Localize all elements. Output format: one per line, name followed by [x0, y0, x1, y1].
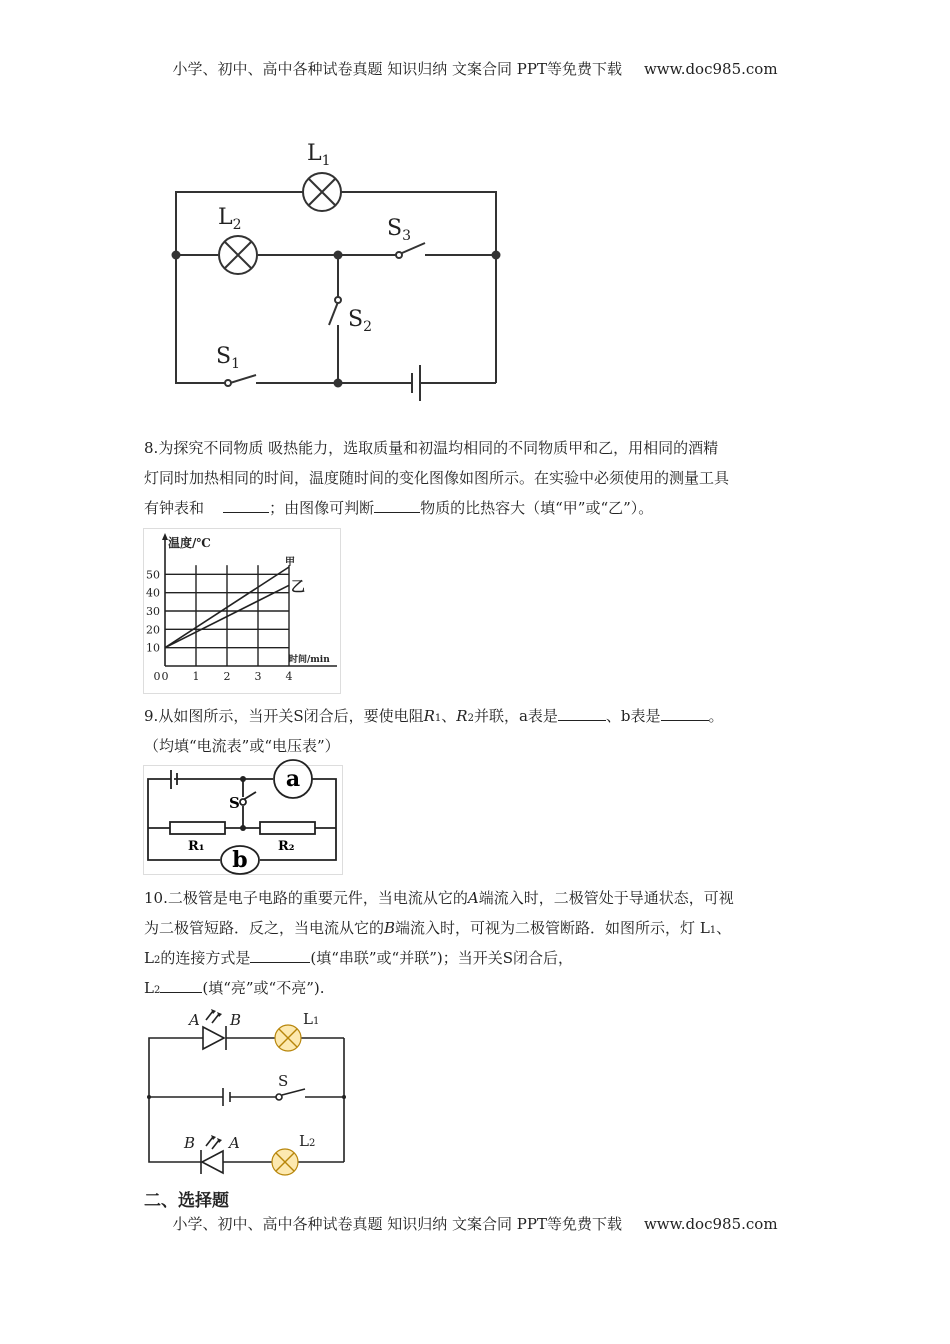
q10-line1a: 二极管是电子电路的重要元件，当电流从它的	[167, 889, 468, 907]
footer-url[interactable]: www.doc985.com	[643, 1215, 778, 1233]
label-l2-sub: 2	[232, 217, 242, 233]
y-tick-label: 50	[146, 568, 160, 582]
page-footer	[0, 1213, 950, 1234]
q9-number: 9.	[144, 707, 159, 725]
y-tick-label: 10	[146, 641, 160, 655]
diode-top-a-label: A	[189, 1011, 200, 1029]
q10-l1-sub: 1	[709, 925, 717, 936]
series-label-2: 乙	[291, 579, 305, 596]
label-l1: L	[307, 141, 322, 166]
label-l2: L	[218, 205, 233, 230]
label-s1-sub: 1	[231, 356, 240, 372]
diode-top-b-label: B	[230, 1011, 242, 1029]
r2-label: R₂	[278, 839, 295, 854]
svg-text:L1	[307, 141, 331, 169]
q9-r2-sub: 2	[467, 713, 474, 724]
label-s2-sub: 2	[363, 319, 372, 335]
q9-r1-sub: 1	[434, 713, 442, 724]
q8-blank-material[interactable]	[374, 496, 420, 513]
meter-b-label: b	[232, 847, 248, 873]
y-axis-label: 温度/℃	[168, 536, 211, 550]
fig10-l2-sub: 2	[308, 1138, 316, 1149]
q10-line3b: (填“串联”或“并联”)；当开关S闭合后，	[310, 949, 574, 967]
y-tick-label: 40	[146, 586, 160, 600]
q10-l2: L	[144, 949, 154, 967]
q8-line2: 灯同时加热相同的时间，温度随时间的变化图像如图所示。在实验中必须使用的测量工具	[144, 469, 730, 487]
temperature-time-chart	[143, 528, 341, 694]
q10-line3	[144, 943, 824, 976]
r1-label: R₁	[188, 839, 205, 854]
lamp-l2-icon	[272, 1149, 298, 1175]
fig10-s-label: S	[278, 1072, 289, 1090]
q9-r2: R	[456, 707, 468, 725]
circuit-figure-q7	[160, 132, 520, 412]
q10-number: 10.	[144, 889, 168, 907]
q8-line3a: 有钟表和	[144, 499, 205, 517]
diode-top-icon	[203, 1027, 224, 1049]
diode-bottom-icon	[202, 1151, 223, 1173]
fig10-l2-label: L	[299, 1132, 309, 1150]
q10-line1b: 端流入时，二极管处于导通状态，可视	[478, 889, 734, 907]
svg-text:L2	[218, 205, 242, 233]
svg-text:S2	[348, 307, 372, 335]
q9-blank-b[interactable]	[661, 704, 709, 721]
circuit-figure-q10	[140, 1005, 355, 1175]
label-s1: S	[216, 344, 232, 369]
svg-text:L1	[303, 1010, 319, 1028]
q10-l2-sub: 2	[153, 955, 161, 966]
svg-text:S3	[387, 216, 411, 244]
series-label-1: 甲	[285, 557, 295, 568]
q8-number: 8.	[144, 439, 159, 457]
q10-line2a: 为二极管短路．反之，当电流从它的	[144, 919, 385, 937]
q10-blank-connection[interactable]	[250, 946, 310, 963]
y-tick-label: 30	[146, 605, 160, 618]
circuit-figure-q9	[143, 765, 343, 875]
x-tick-label: 3	[254, 670, 262, 683]
x-tick-label: 1	[192, 670, 200, 683]
footer-text: 小学、初中、高中各种试卷真题 知识归纳 文案合同 PPT等免费下载	[172, 1215, 622, 1233]
x-tick-label: 0	[161, 670, 169, 683]
q9-line1	[144, 701, 824, 734]
label-l1-sub: 1	[321, 153, 331, 169]
switch-s-label: S	[229, 794, 240, 812]
q10-blank-bright[interactable]	[160, 976, 202, 993]
q9-line1b: 并联，a表是	[473, 707, 558, 725]
label-s3-sub: 3	[402, 228, 411, 244]
q8-line1	[144, 433, 824, 463]
q8-line3c: 物质的比热容大（填“甲”或“乙”）。	[420, 499, 654, 517]
q10-line2	[144, 913, 824, 946]
header-text: 小学、初中、高中各种试卷真题 知识归纳 文案合同 PPT等免费下载	[172, 60, 622, 78]
x-axis-label: 时间/min	[289, 655, 330, 665]
label-s2: S	[348, 307, 364, 332]
q8-line1-text: 为探究不同物质 吸热能力，选取质量和初温均相同的不同物质甲和乙，用相同的酒精	[158, 439, 719, 457]
origin-label: 0	[153, 670, 161, 683]
svg-text:L2	[299, 1132, 315, 1150]
x-tick-label: 2	[223, 670, 231, 683]
q10-l2-b: L	[144, 979, 154, 997]
fig10-l1-sub: 1	[312, 1016, 320, 1027]
q9-line1d: 。	[708, 707, 724, 725]
label-s3: S	[387, 216, 403, 241]
diode-bottom-a-label: A	[229, 1134, 240, 1152]
q10-line1	[144, 883, 824, 913]
header-url[interactable]: www.doc985.com	[643, 60, 778, 78]
resistor-r1-icon	[170, 822, 225, 834]
q10-l2-b-sub: 2	[153, 985, 161, 996]
q9-r1: R	[423, 707, 435, 725]
q10-line3a: 的连接方式是	[160, 949, 251, 967]
page-header	[0, 58, 950, 79]
q8-line3	[144, 493, 824, 523]
q10-line4a: (填“亮”或“不亮”).	[202, 979, 325, 997]
q10-line2c: 、	[716, 919, 732, 937]
resistor-r2-icon	[260, 822, 315, 834]
diode-bottom-b-label: B	[184, 1134, 196, 1152]
meter-a-label: a	[285, 766, 301, 792]
q9-blank-a[interactable]	[558, 704, 606, 721]
q10-a: A	[467, 889, 479, 907]
x-tick-label: 4	[285, 670, 293, 683]
q9-sep: 、	[441, 707, 457, 725]
fig10-l1-label: L	[303, 1010, 313, 1028]
q8-blank-tool[interactable]	[223, 496, 269, 513]
q9-line1c: 、b表是	[605, 707, 661, 725]
section-title: 二、选择题	[144, 1191, 229, 1211]
q9-line1a: 从如图所示，当开关S闭合后，要使电阻	[158, 707, 424, 725]
q8-line3b: ；由图像可判断	[269, 499, 375, 517]
q10-line2b: 端流入时，可视为二极管断路．如图所示，灯 L	[395, 919, 710, 937]
y-tick-label: 20	[146, 623, 160, 637]
q9-line2: （均填“电流表”或“电压表”）	[144, 737, 340, 755]
lamp-l1-icon	[275, 1025, 301, 1051]
svg-text:S1	[216, 344, 240, 372]
q10-line4	[144, 973, 824, 1006]
q10-b: B	[384, 919, 396, 937]
